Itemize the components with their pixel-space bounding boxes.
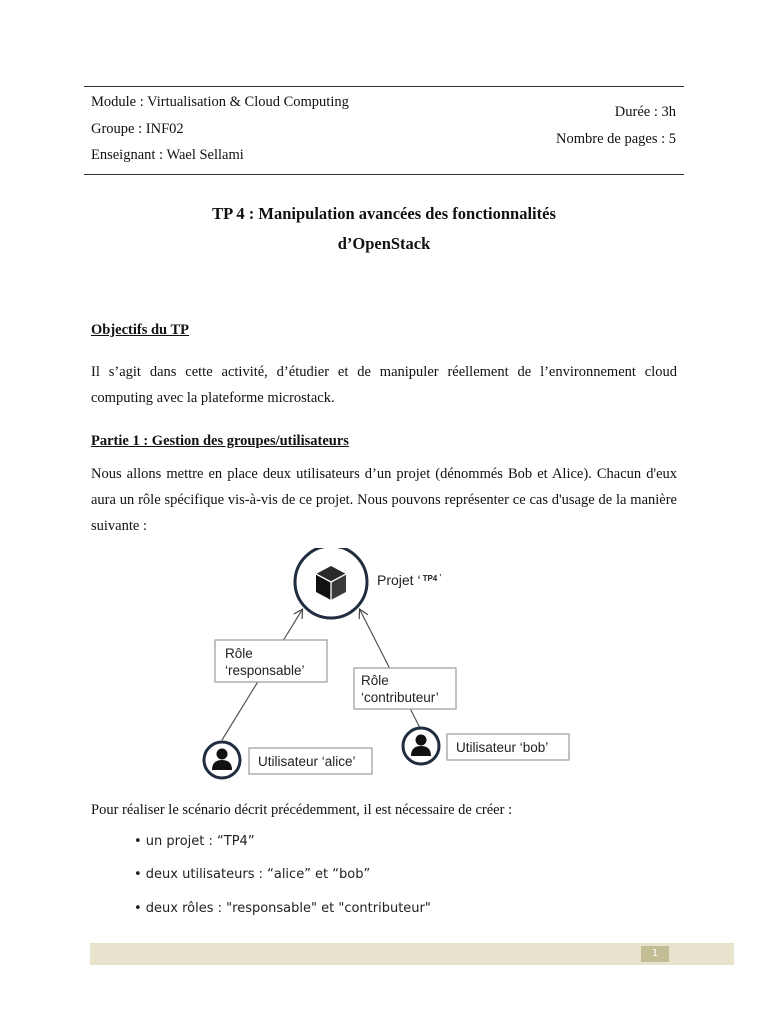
user-bob-node (403, 728, 569, 764)
svg-text:Utilisateur ‘alice’: Utilisateur ‘alice’ (258, 754, 356, 769)
list-item: • deux utilisateurs : “alice” et “bob” (134, 867, 371, 882)
partie1-heading: Partie 1 : Gestion des groupes/utilisateurs (91, 433, 349, 449)
footer-bar (90, 943, 734, 965)
objectifs-heading: Objectifs du TP (91, 322, 190, 338)
title-line-2: d’OpenStack (337, 234, 431, 253)
role-responsable-box (215, 640, 327, 682)
list-item: • deux rôles : "responsable" et "contributeur" (134, 901, 431, 916)
pages-line: Nombre de pages : 5 (556, 131, 676, 147)
realiser-paragraph: Pour réaliser le scénario décrit précédemment, il est nécessaire de créer : (91, 802, 513, 818)
user-alice-node (204, 742, 372, 778)
duree-line: Durée : 3h (614, 104, 676, 120)
objectifs-paragraph: Il s’agit dans cette activité, d’étudier et de manipuler réellement de l’environnement cloud computing avec la plateforme microstack. (91, 364, 677, 406)
module-line: Module : Virtualisation & Cloud Computing (91, 94, 349, 110)
svg-text:‘responsable’: ‘responsable’ (225, 663, 305, 678)
page-number: 1 (641, 946, 669, 962)
svg-text:Utilisateur ‘bob’: Utilisateur ‘bob’ (456, 740, 549, 755)
title-line-1: TP 4 : Manipulation avancées des fonctionnalités (212, 204, 556, 223)
svg-text:Rôle: Rôle (225, 646, 253, 661)
groupe-line: Groupe : INF02 (91, 121, 184, 137)
header-bottom-rule (84, 174, 684, 175)
svg-text:Rôle: Rôle (361, 673, 389, 688)
project-node (295, 548, 367, 618)
role-contributeur-box (354, 668, 456, 709)
header-top-rule (84, 86, 684, 87)
enseignant-line: Enseignant : Wael Sellami (91, 147, 244, 163)
partie1-paragraph: Nous allons mettre en place deux utilisateurs d’un projet (dénommés Bob et Alice). Chacun d'eux aura un rôle spécifique vis-à-vis de ce projet. Nous pouvons représenter ce cas d'usage de la manière suivante : (91, 466, 677, 534)
list-item: • un projet : “TP4” (134, 834, 255, 849)
project-label: Projet ‘ $^{TP4}$ ’ (377, 572, 442, 588)
svg-text:‘contributeur’: ‘contributeur’ (361, 690, 439, 705)
project-roles-diagram (195, 548, 585, 788)
